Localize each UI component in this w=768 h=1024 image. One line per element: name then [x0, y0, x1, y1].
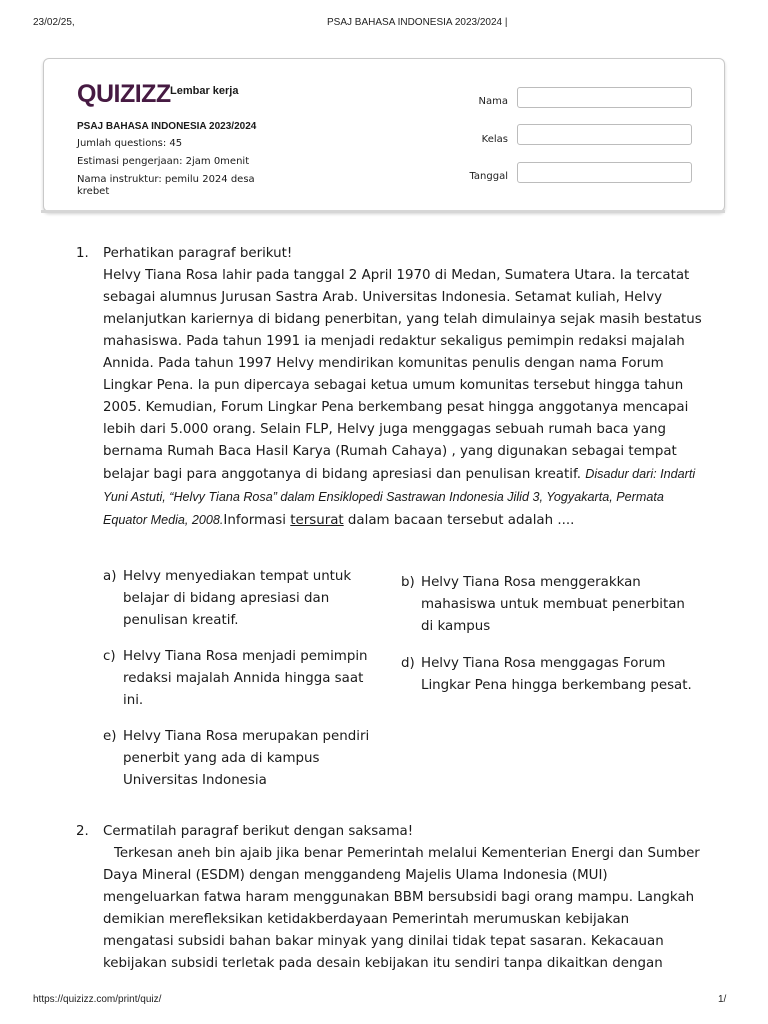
option-e-text: Helvy Tiana Rosa merupakan pendiri penerbit yang ada di kampus Universitas Indonesia [123, 729, 370, 788]
option-d-text: Helvy Tiana Rosa menggagas Forum Lingkar Pena hingga berkembang pesat. [421, 656, 692, 693]
option-d-letter: d) [401, 656, 415, 671]
option-c-text: Helvy Tiana Rosa menjadi pemimpin redaksi majalah Annida hingga saat ini. [123, 649, 368, 708]
question-2-intro: Cermatilah paragraf berikut dengan saksama! [103, 824, 414, 839]
question-1-number: 1. [76, 246, 89, 261]
option-e-letter: e) [103, 729, 117, 744]
quizizz-logo: QUIZIZZ [77, 80, 171, 108]
header-divider [41, 210, 725, 213]
option-d[interactable] [401, 653, 701, 697]
question-1-paragraph: Helvy Tiana Rosa lahir pada tanggal 2 April 1970 di Medan, Sumatera Utara. Ia tercatat sebagai alumnus Jurusan Sastra Arab. Universitas Indonesia. Setamat kuliah, Helvy melanjutkan kariernya di bidang penerbitan, yang telah dimulainya sejak masih bestatus mahasiswa. Pada tahun 1991 ia menjadi redaktur sekaligus pemimpin redaksi majalah Annida. Pada tahun 1997 Helvy mendirikan komunitas penulis dengan nama Forum Lingkar Pena. Ia pun dipercaya sebagai ketua umum komunitas tersebut hingga tahun 2005. Kemudian, Forum Lingkar Pena berkembang pesat hingga anggotanya mencapai lebih dari 5.000 orang. Selain FLP, Helvy juga menggagas sebuah rumah baca yang bernama Rumah Baca Hasil Karya (Rumah Cahaya) , yang digunakan sebagai tempat belajar bagi para anggotanya di bidang apresiasi dan penulisan kreatif. [103, 268, 702, 482]
option-b[interactable] [401, 572, 701, 638]
question-1-body [103, 243, 703, 532]
question-1-prompt-end: dalam bacaan tersebut adalah .... [343, 513, 575, 528]
print-doc-title: PSAJ BAHASA INDONESIA 2023/2024 | [327, 17, 508, 28]
question-2-number: 2. [76, 824, 89, 839]
name-field[interactable] [517, 87, 692, 108]
option-e[interactable] [103, 726, 371, 792]
date-label: Tanggal [469, 171, 508, 182]
question-1-source: Disadur dari: Indarti Yuni Astuti, “Helvy Tiana Rosa” dalam Ensiklopedi Sastrawan Indonesia Jilid 3, Yogyakarta, Permata Equator Media, 2008. [103, 467, 696, 527]
option-c[interactable] [103, 646, 371, 712]
option-b-text: Helvy Tiana Rosa menggerakkan mahasiswa untuk membuat penerbitan di kampus [421, 575, 685, 634]
name-label: Nama [478, 96, 508, 107]
option-a[interactable] [103, 566, 371, 632]
instructor-name: Nama instruktur: pemilu 2024 desa krebet [77, 174, 255, 197]
option-a-letter: a) [103, 569, 117, 584]
quiz-title: PSAJ BAHASA INDONESIA 2023/2024 [77, 121, 257, 132]
question-1-underlined-word: tersurat [290, 513, 344, 528]
question-1-prompt-start: Informasi [223, 513, 286, 528]
option-c-letter: c) [103, 649, 116, 664]
worksheet-subtitle: Lembar kerja [170, 85, 239, 97]
worksheet-header-card [43, 58, 725, 212]
question-1-intro: Perhatikan paragraf berikut! [103, 246, 293, 261]
estimated-duration: Estimasi pengerjaan: 2jam 0menit [77, 156, 250, 167]
date-field[interactable] [517, 162, 692, 183]
class-field[interactable] [517, 124, 692, 145]
print-url: https://quizizz.com/print/quiz/ [33, 994, 162, 1005]
option-a-text: Helvy menyediakan tempat untuk belajar di bidang apresiasi dan penulisan kreatif. [123, 569, 352, 628]
class-label: Kelas [481, 134, 508, 145]
option-b-letter: b) [401, 575, 415, 590]
print-date: 23/02/25, [33, 17, 75, 28]
print-page-number: 1/ [718, 994, 727, 1005]
question-2-paragraph: Terkesan aneh bin ajaib jika benar Pemerintah melalui Kementerian Energi dan Sumber Daya Mineral (ESDM) dengan menggandeng Majelis Ulama Indonesia (MUI) mengeluarkan fatwa haram menggunakan BBM bersubsidi bagi orang mampu. Langkah demikian merefleksikan ketidakberdayaan Pemerintah merumuskan kebijakan mengatasi subsidi bahan bakar minyak yang dinilai tidak tepat sasaran. Kekacauan kebijakan subsidi terletak pada desain kebijakan itu sendiri tanpa dikaitkan dengan [103, 846, 700, 971]
questions-count: Jumlah questions: 45 [77, 138, 183, 149]
